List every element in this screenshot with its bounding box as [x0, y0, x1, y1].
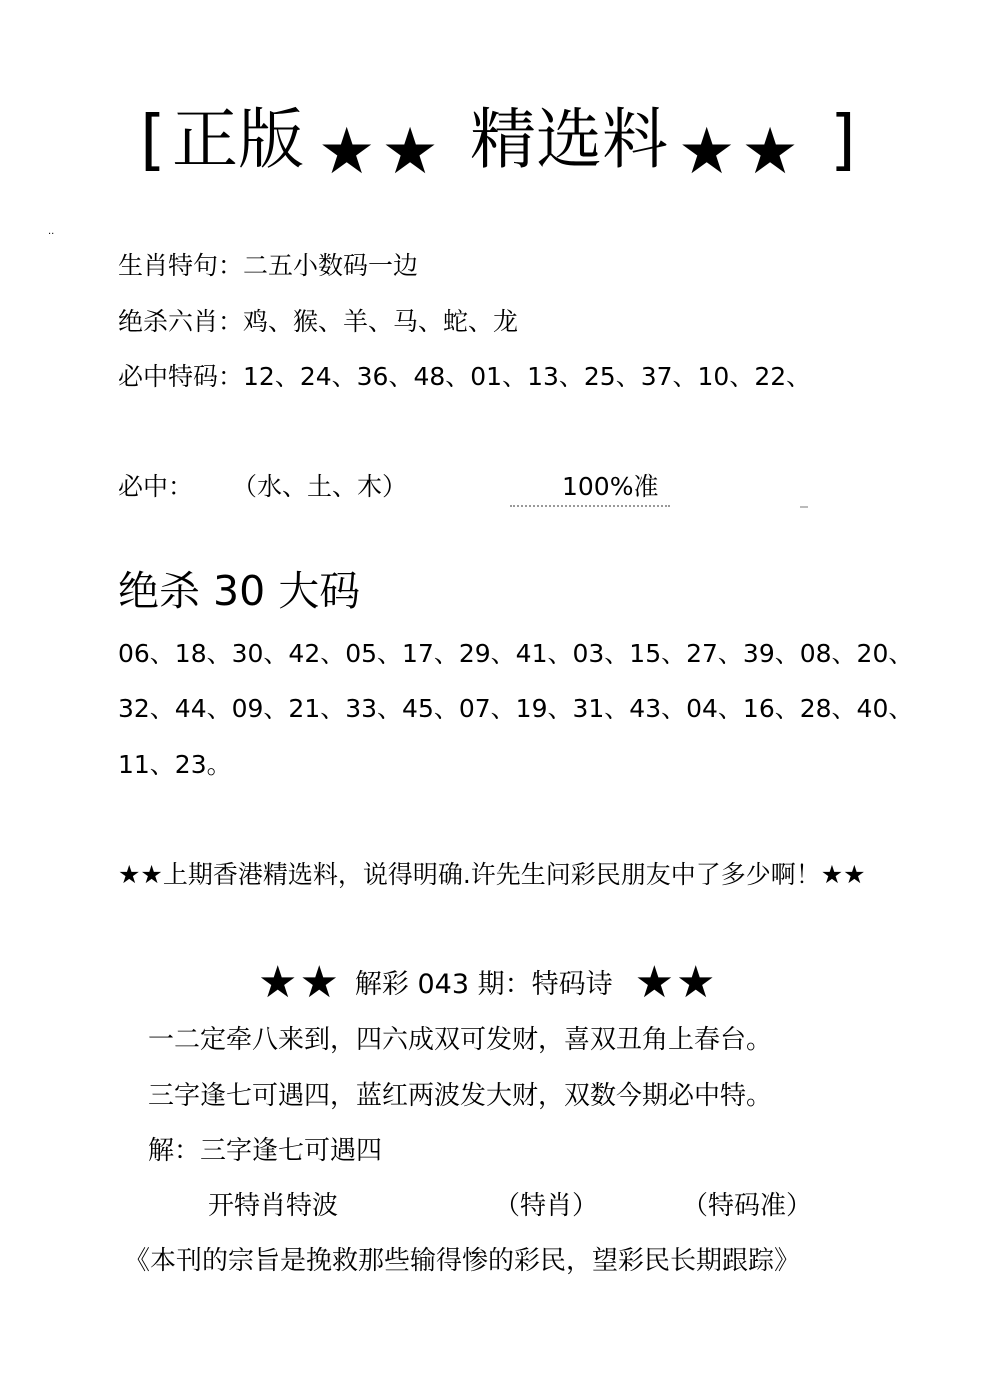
poem-title-line	[258, 958, 717, 1010]
kill-six-label: 绝杀六肖：	[118, 307, 244, 336]
kill30-heading: 绝杀 30 大码	[118, 567, 361, 615]
must-elements-value: （水、土、木）	[232, 472, 408, 501]
must-elements-label: 必中：	[118, 472, 194, 501]
poem-answer-a: 开特肖特波	[208, 1191, 339, 1221]
title-star-icons-right: ★★	[678, 115, 805, 189]
title-star-icons-left: ★★	[318, 115, 445, 189]
must-numbers-value: 12、24、36、48、01、13、25、37、10、22、	[243, 362, 812, 391]
must-numbers-line	[118, 360, 811, 394]
kill30-row-3: 11、23。	[118, 750, 232, 779]
title-close-bracket: ]	[830, 101, 856, 178]
poem-footer: 《本刊的宗旨是挽救那些输得惨的彩民，望彩民长期跟踪》	[124, 1246, 801, 1276]
poem-line-2: 三字逢七可遇四，蓝红两波发大财，双数今期必中特。	[148, 1081, 773, 1111]
kill-six-value: 鸡、猴、羊、马、蛇、龙	[243, 307, 519, 336]
must-elements-accuracy: 100%准	[562, 472, 659, 501]
last-issue-note: ★★上期香港精选料，说得明确.许先生问彩民朋友中了多少啊！★★	[118, 860, 866, 889]
title-text-jingxuanliao: 精选料	[470, 101, 668, 178]
zodiac-phrase-label: 生肖特句：	[118, 251, 244, 280]
poem-line-3: 解：三字逢七可遇四	[148, 1136, 383, 1166]
poem-answer-c: （特码准）	[682, 1191, 813, 1221]
scribble-marks	[510, 505, 670, 513]
poem-line-1: 一二定牵八来到，四六成双可发财，喜双丑角上春台。	[148, 1025, 773, 1055]
zodiac-phrase-value: 二五小数码一边	[243, 251, 419, 280]
title-text-zhengban: 正版	[172, 101, 304, 178]
must-numbers-label: 必中特码：	[118, 362, 244, 391]
poem-answer-b: （特肖）	[494, 1191, 599, 1221]
kill30-row-1: 06、18、30、42、05、17、29、41、03、15、27、39、08、20、	[118, 639, 914, 668]
corner-marks: ..	[48, 226, 55, 237]
kill-six-line	[118, 305, 518, 339]
kill30-row-2: 32、44、09、21、33、45、07、19、31、43、04、16、28、40、	[118, 694, 914, 723]
poem-star-icons-left: ★★	[258, 957, 341, 1008]
title-open-bracket: [	[140, 101, 166, 178]
scribble-mark-small	[800, 506, 808, 508]
zodiac-phrase-line	[118, 249, 418, 283]
poem-star-icons-right: ★★	[634, 957, 718, 1008]
page-title	[0, 95, 994, 195]
poem-title: 解彩 043 期：特码诗	[354, 969, 613, 1000]
